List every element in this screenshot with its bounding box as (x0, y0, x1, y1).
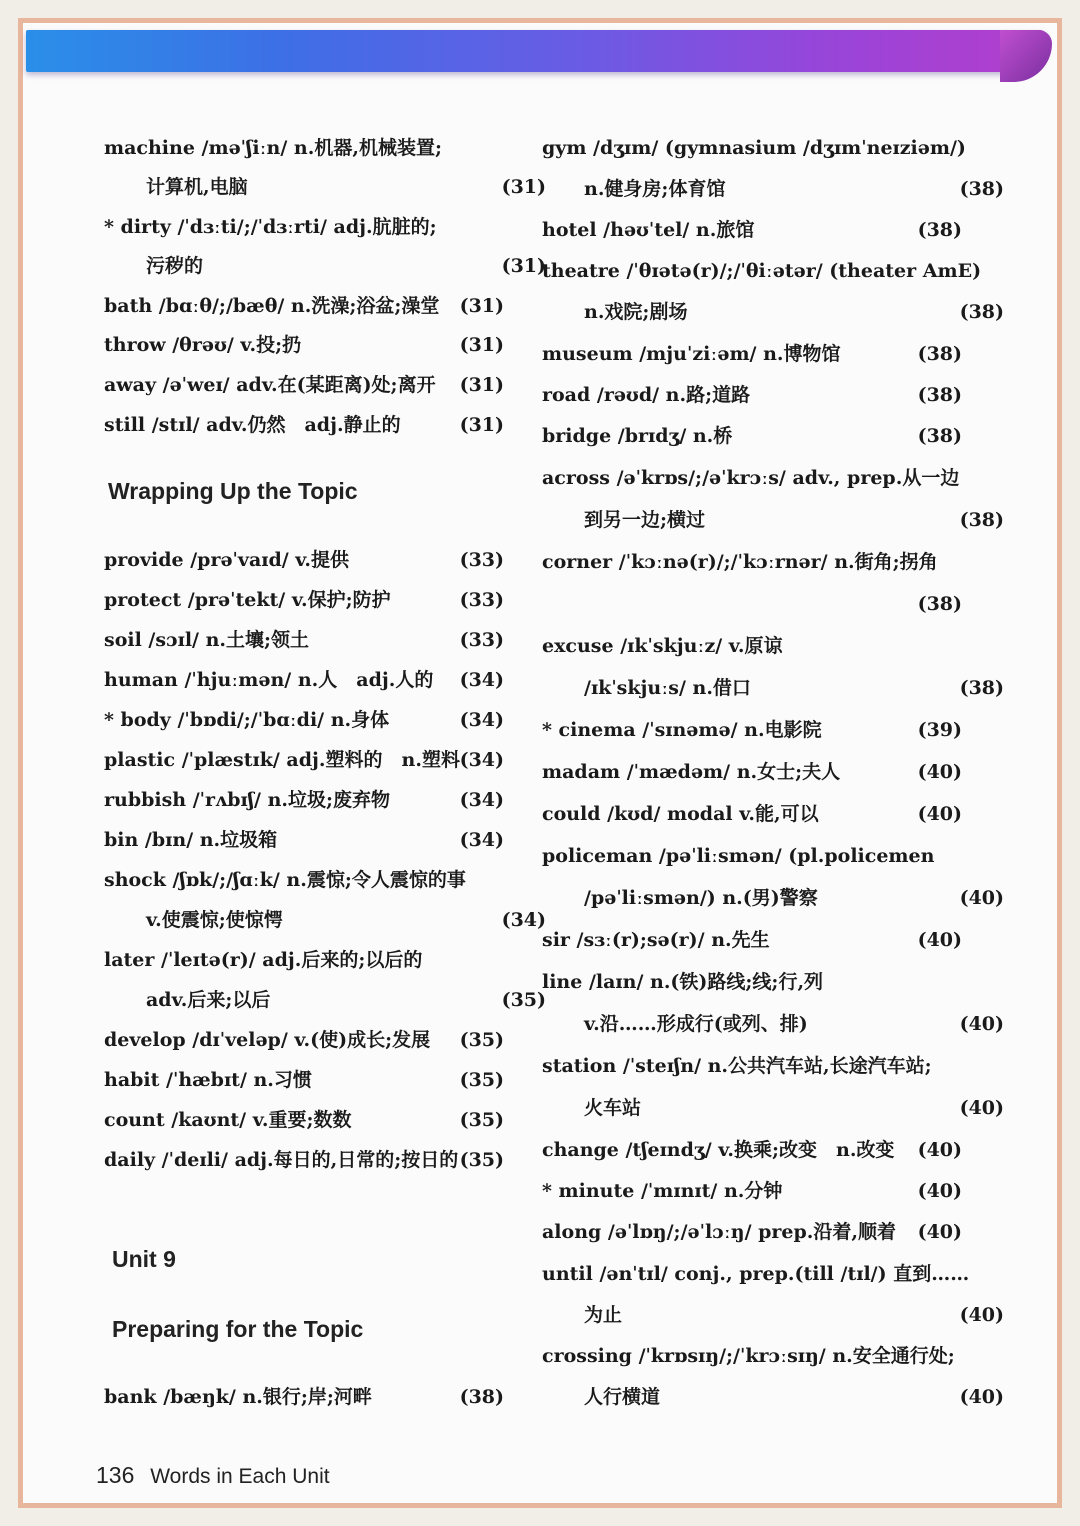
right-entry-7 (542, 420, 962, 452)
entry-text: develop /dɪˈveləp/ v.(使)成长;发展 (104, 1029, 431, 1051)
entry-unit-ref: (35) (459, 1069, 504, 1091)
entry-text: line /laɪn/ n.(铁)路线;线;行,列 (542, 971, 824, 993)
left-entry-24 (104, 1381, 504, 1413)
entry-text: 到另一边;横过 (584, 509, 706, 531)
entry-unit-ref: (34) (459, 829, 504, 851)
right-entry-25 (542, 1175, 962, 1207)
entry-text: change /tʃeɪndʒ/ v.换乘;改变 n.改变 (542, 1139, 895, 1161)
entry-text: shock /ʃɒk/;/ʃɑːk/ n.震惊;令人震惊的事 (104, 869, 466, 891)
left-entry-1 (104, 171, 546, 203)
entry-unit-ref: (35) (459, 1029, 504, 1051)
entry-text: corner /ˈkɔːnə(r)/;/ˈkɔːrnər/ n.街角;拐角 (542, 551, 938, 573)
right-entry-26 (542, 1216, 962, 1248)
right-entry-21 (542, 1008, 1004, 1040)
entry-unit-ref: (38) (917, 593, 962, 615)
entry-unit-ref: (34) (459, 789, 504, 811)
right-entry-30 (542, 1381, 1004, 1413)
entry-text: daily /ˈdeɪli/ adj.每日的,日常的;按日的 (104, 1149, 459, 1171)
entry-text: station /ˈsteɪʃn/ n.公共汽车站,长途汽车站; (542, 1055, 932, 1077)
right-entry-3 (542, 255, 982, 287)
entry-unit-ref: (40) (917, 1180, 962, 1202)
entry-text: still /stɪl/ adv.仍然 adj.静止的 (104, 414, 401, 436)
entry-unit-ref: (40) (917, 1139, 962, 1161)
right-entry-28 (542, 1299, 1004, 1331)
left-entry-4 (104, 290, 504, 322)
entry-text: provide /prəˈvaɪd/ v.提供 (104, 549, 350, 571)
entry-unit-ref: (40) (917, 929, 962, 951)
right-entry-2 (542, 214, 962, 246)
entry-text: across /əˈkrɒs/;/əˈkrɔːs/ adv., prep.从一边 (542, 467, 960, 489)
left-entry-23 (104, 1144, 504, 1176)
entry-unit-ref: (40) (959, 1013, 1004, 1035)
section-heading-preparing: Preparing for the Topic (112, 1316, 364, 1342)
right-entry-4 (542, 296, 1004, 328)
left-entry-19 (104, 984, 546, 1016)
entry-text: road /rəʊd/ n.路;道路 (542, 384, 751, 406)
right-entry-8 (542, 462, 962, 494)
entry-unit-ref: (33) (459, 629, 504, 651)
entry-unit-ref: (40) (917, 761, 962, 783)
left-entry-17 (104, 904, 546, 936)
entry-text: excuse /ɪkˈskjuːz/ v.原谅 (542, 635, 783, 657)
right-entry-17 (542, 840, 962, 872)
entry-text: 污秽的 (146, 255, 204, 277)
entry-unit-ref: (31) (459, 295, 504, 317)
section-heading-wrapping: Wrapping Up the Topic (108, 478, 358, 504)
entry-unit-ref: (40) (917, 1221, 962, 1243)
entry-text: crossing /ˈkrɒsɪŋ/;/ˈkrɔːsɪŋ/ n.安全通行处; (542, 1345, 955, 1367)
entry-unit-ref: (31) (459, 334, 504, 356)
right-entry-12 (542, 630, 962, 662)
left-entry-20 (104, 1024, 504, 1056)
entry-text: * minute /ˈmɪnɪt/ n.分钟 (542, 1180, 783, 1202)
left-entry-10 (104, 624, 504, 656)
left-entry-22 (104, 1104, 504, 1136)
entry-text: 为止 (584, 1304, 623, 1326)
entry-unit-ref: (38) (959, 677, 1004, 699)
right-entry-18 (542, 882, 1004, 914)
entry-text: 火车站 (584, 1097, 642, 1119)
left-entry-6 (104, 369, 504, 401)
entry-text: n.健身房;体育馆 (584, 178, 726, 200)
entry-unit-ref: (38) (459, 1386, 504, 1408)
entry-text: later /ˈleɪtə(r)/ adj.后来的;以后的 (104, 949, 423, 971)
entry-unit-ref: (34) (459, 749, 504, 771)
right-entry-23 (542, 1092, 1004, 1124)
entry-text: gym /dʒɪm/ (gymnasium /dʒɪmˈneɪziəm/) (542, 137, 966, 159)
left-entry-16 (104, 864, 504, 896)
right-entry-9 (542, 504, 1004, 536)
right-entry-24 (542, 1134, 962, 1166)
entry-unit-ref: (38) (959, 301, 1004, 323)
entry-text: * body /ˈbɒdi/;/ˈbɑːdi/ n.身体 (104, 709, 390, 731)
entry-text: * dirty /ˈdɜːti/;/ˈdɜːrti/ adj.肮脏的; (104, 216, 437, 238)
entry-text: habit /ˈhæbɪt/ n.习惯 (104, 1069, 312, 1091)
right-entry-19 (542, 924, 962, 956)
footer-title: Words in Each Unit (150, 1465, 330, 1488)
entry-unit-ref: (34) (459, 669, 504, 691)
entry-text: bin /bɪn/ n.垃圾箱 (104, 829, 278, 851)
entry-unit-ref: (38) (917, 425, 962, 447)
unit-heading: Unit 9 (112, 1246, 176, 1272)
header-banner (26, 30, 1046, 72)
page-number: 136 (96, 1462, 135, 1488)
entry-unit-ref: (38) (917, 219, 962, 241)
entry-unit-ref: (33) (459, 589, 504, 611)
entry-unit-ref: (40) (959, 1097, 1004, 1119)
entry-text: policeman /pəˈliːsmən/ (pl.policemen (542, 845, 935, 867)
entry-unit-ref: (34) (459, 709, 504, 731)
entry-text: v.使震惊;使惊愕 (146, 909, 283, 931)
left-entry-2 (104, 211, 504, 243)
entry-text: * cinema /ˈsɪnəmə/ n.电影院 (542, 719, 822, 741)
left-entry-15 (104, 824, 504, 856)
left-entry-5 (104, 329, 504, 361)
entry-text: museum /mjuˈziːəm/ n.博物馆 (542, 343, 841, 365)
entry-text: along /əˈlɒŋ/;/əˈlɔːŋ/ prep.沿着,顺着 (542, 1221, 897, 1243)
right-entry-10 (542, 546, 962, 578)
entry-unit-ref: (31) (501, 176, 546, 198)
left-entry-7 (104, 409, 504, 441)
right-entry-27 (542, 1258, 970, 1290)
right-entry-1 (542, 173, 1004, 205)
right-entry-20 (542, 966, 962, 998)
right-entry-29 (542, 1340, 962, 1372)
right-entry-15 (542, 756, 962, 788)
entry-text: /ɪkˈskjuːs/ n.借口 (584, 677, 751, 699)
left-entry-8 (104, 544, 504, 576)
entry-text: n.戏院;剧场 (584, 301, 688, 323)
entry-unit-ref: (34) (501, 909, 546, 931)
right-entry-5 (542, 338, 962, 370)
entry-text: until /ənˈtɪl/ conj., prep.(till /tɪl/) 直到…… (542, 1263, 970, 1285)
right-entry-22 (542, 1050, 962, 1082)
entry-text: throw /θrəʊ/ v.投;扔 (104, 334, 302, 356)
entry-unit-ref: (35) (459, 1149, 504, 1171)
right-entry-0 (542, 132, 966, 164)
right-entry-14 (542, 714, 962, 746)
entry-text: sir /sɜː(r);sə(r)/ n.先生 (542, 929, 770, 951)
entry-unit-ref: (39) (917, 719, 962, 741)
left-entry-11 (104, 664, 504, 696)
entry-unit-ref: (31) (501, 255, 546, 277)
entry-text: count /kaʊnt/ v.重要;数数 (104, 1109, 352, 1131)
entry-unit-ref: (35) (501, 989, 546, 1011)
entry-text: theatre /ˈθɪətə(r)/;/ˈθiːətər/ (theater AmE) (542, 260, 982, 282)
entry-text: /pəˈliːsmən/) n.(男)警察 (584, 887, 818, 909)
entry-text: bridge /brɪdʒ/ n.桥 (542, 425, 733, 447)
entry-text: hotel /həʊˈtel/ n.旅馆 (542, 219, 755, 241)
entry-unit-ref: (38) (959, 509, 1004, 531)
entry-text: v.沿……形成行(或列、排) (584, 1013, 808, 1035)
entry-text: human /ˈhjuːmən/ n.人 adj.人的 (104, 669, 434, 691)
right-entry-11 (542, 588, 962, 620)
right-entry-6 (542, 379, 962, 411)
entry-text: plastic /ˈplæstɪk/ adj.塑料的 n.塑料 (104, 749, 460, 771)
left-entry-0 (104, 132, 504, 164)
left-entry-13 (104, 744, 504, 776)
right-entry-16 (542, 798, 962, 830)
entry-text: 人行横道 (584, 1386, 661, 1408)
entry-unit-ref: (40) (959, 887, 1004, 909)
entry-unit-ref: (40) (917, 803, 962, 825)
entry-unit-ref: (38) (917, 384, 962, 406)
left-entry-12 (104, 704, 504, 736)
left-entry-3 (104, 250, 546, 282)
entry-text: machine /məˈʃiːn/ n.机器,机械装置; (104, 137, 442, 159)
entry-text: madam /ˈmædəm/ n.女士;夫人 (542, 761, 841, 783)
entry-text: bank /bæŋk/ n.银行;岸;河畔 (104, 1386, 372, 1408)
entry-text: away /əˈweɪ/ adv.在(某距离)处;离开 (104, 374, 436, 396)
left-entry-9 (104, 584, 504, 616)
page-footer (96, 1462, 330, 1489)
entry-text: protect /prəˈtekt/ v.保护;防护 (104, 589, 391, 611)
entry-unit-ref: (38) (959, 178, 1004, 200)
entry-text: bath /bɑːθ/;/bæθ/ n.洗澡;浴盆;澡堂 (104, 295, 440, 317)
left-entry-21 (104, 1064, 504, 1096)
right-entry-13 (542, 672, 1004, 704)
left-entry-14 (104, 784, 504, 816)
entry-unit-ref: (35) (459, 1109, 504, 1131)
entry-unit-ref: (31) (459, 374, 504, 396)
left-entry-18 (104, 944, 504, 976)
entry-text: 计算机,电脑 (146, 176, 248, 198)
entry-unit-ref: (40) (959, 1386, 1004, 1408)
entry-unit-ref: (38) (917, 343, 962, 365)
entry-unit-ref: (33) (459, 549, 504, 571)
entry-text: adv.后来;以后 (146, 989, 271, 1011)
entry-text: rubbish /ˈrʌbɪʃ/ n.垃圾;废弃物 (104, 789, 391, 811)
entry-text: could /kʊd/ modal v.能,可以 (542, 803, 819, 825)
entry-unit-ref: (40) (959, 1304, 1004, 1326)
entry-unit-ref: (31) (459, 414, 504, 436)
entry-text: soil /sɔɪl/ n.土壤;领土 (104, 629, 310, 651)
